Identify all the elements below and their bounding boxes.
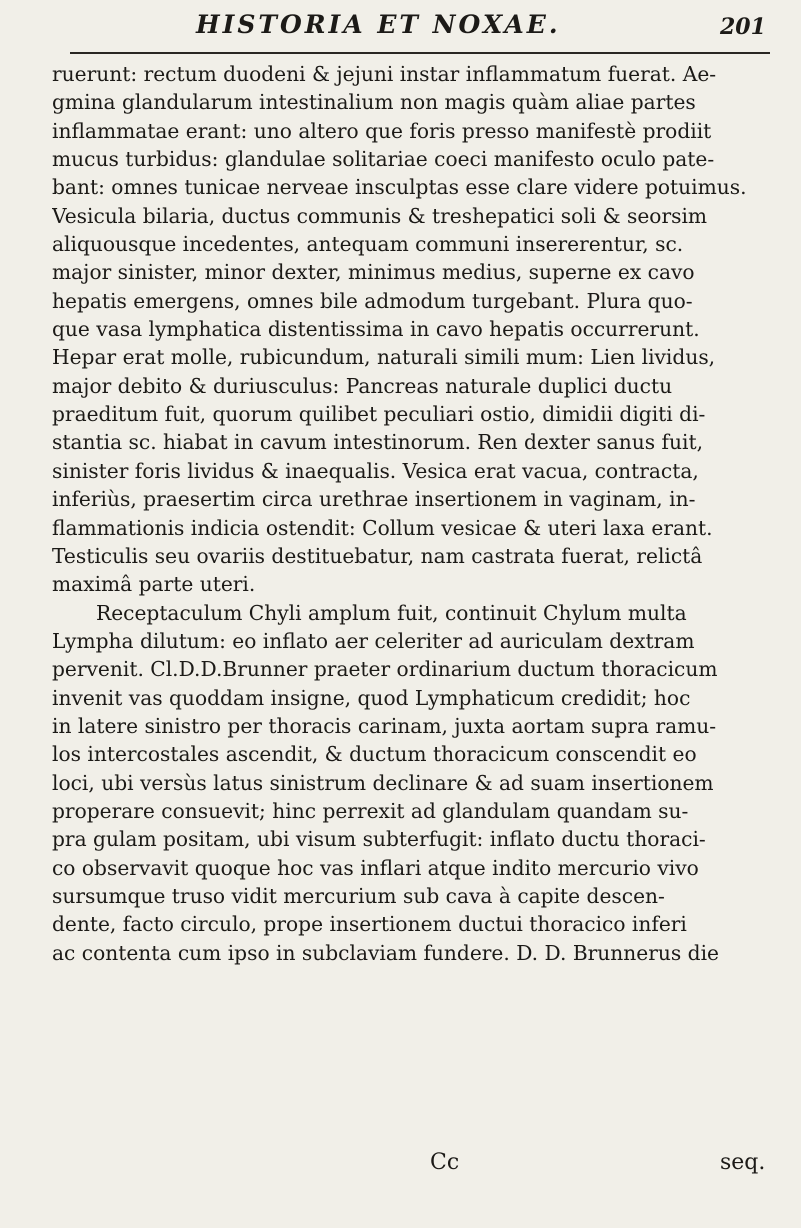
text-line: properare consuevit; hinc perrexit ad glandulam quandam su- [52,798,689,823]
text-line: loci, ubi versùs latus sinistrum declinare & ad suam insertionem [52,770,714,795]
text-line: mucus turbidus: glandulae solitariae coeci manifesto oculo pate- [52,147,715,172]
text-line: ruerunt: rectum duodeni & jejuni instar inflammatum fuerat. Ae- [52,62,717,86]
text-line: praeditum fuit, quorum quilibet peculiari ostio, dimidii digiti di- [52,402,706,427]
body-text [52,60,782,967]
text-line: sursumque truso vidit mercurium sub cava à capite descen- [52,883,665,908]
text-line: flammationis indicia ostendit: Collum vesicae & uteri laxa erant. [52,515,713,540]
text-line: major debito & duriusculus: Pancreas naturale duplici ductu [52,373,673,398]
header-rule [70,52,770,54]
text-line: Hepar erat molle, rubicundum, naturali simili mum: Lien lividus, [52,345,716,370]
page-header [0,10,801,50]
text-line: Lympha dilutum: eo inflato aer celeriter ad auriculam dextram [52,628,695,653]
text-line: pra gulam positam, ubi visum subterfugit: inflato ductu thoraci- [52,827,706,852]
text-line: gmina glandularum intestinalium non magis quàm aliae partes [52,90,696,115]
text-line: bant: omnes tunicae nerveae insculptas esse clare videre potuimus. [52,175,747,200]
text-line: dente, facto circulo, prope insertionem ductui thoracico inferi [52,912,687,937]
text-line: que vasa lymphatica distentissima in cavo hepatis occurrerunt. [52,317,700,342]
text-line: major sinister, minor dexter, minimus medius, superne ex cavo [52,260,695,285]
signature-mark: Cc [430,1150,460,1175]
text-line: co observavit quoque hoc vas inflari atque indito mercurio vivo [52,855,699,880]
text-line: Testiculis seu ovariis destituebatur, nam castrata fuerat, relictâ [52,543,703,568]
text-line: Vesicula bilaria, ductus communis & treshepatici soli & seorsim [52,203,708,228]
text-line: los intercostales ascendit, & ductum thoracicum conscendit eo [52,742,697,767]
text-line: hepatis emergens, omnes bile admodum turgebant. Plura quo- [52,288,693,313]
catchword: seq. [720,1150,766,1175]
text-line: aliquousque incedentes, antequam communi insererentur, sc. [52,232,684,257]
text-line: ac contenta cum ipso in subclaviam fundere. D. D. Brunnerus die [52,940,720,965]
text-line: pervenit. Cl.D.D.Brunner praeter ordinarium ductum thoracicum [52,657,718,682]
page-number: 201 [720,14,766,40]
text-line: inflammatae erant: uno altero que foris presso manifestè prodiit [52,118,712,143]
page-footer [0,1150,801,1182]
text-line: maximâ parte uteri. [52,572,256,597]
text-line: sinister foris lividus & inaequalis. Vesica erat vacua, contracta, [52,458,699,483]
text-line: in latere sinistro per thoracis carinam, juxta aortam supra ramu- [52,713,717,738]
text-line: Receptaculum Chyli amplum fuit, continuit Chylum multa [96,600,687,625]
text-line: stantia sc. hiabat in cavum intestinorum. Ren dexter sanus fuit, [52,430,704,455]
text-line: inferiùs, praesertim circa urethrae insertionem in vaginam, in- [52,487,696,512]
running-title: HISTORIA ET NOXAE. [196,10,561,39]
text-line: invenit vas quoddam insigne, quod Lymphaticum credidit; hoc [52,685,691,710]
